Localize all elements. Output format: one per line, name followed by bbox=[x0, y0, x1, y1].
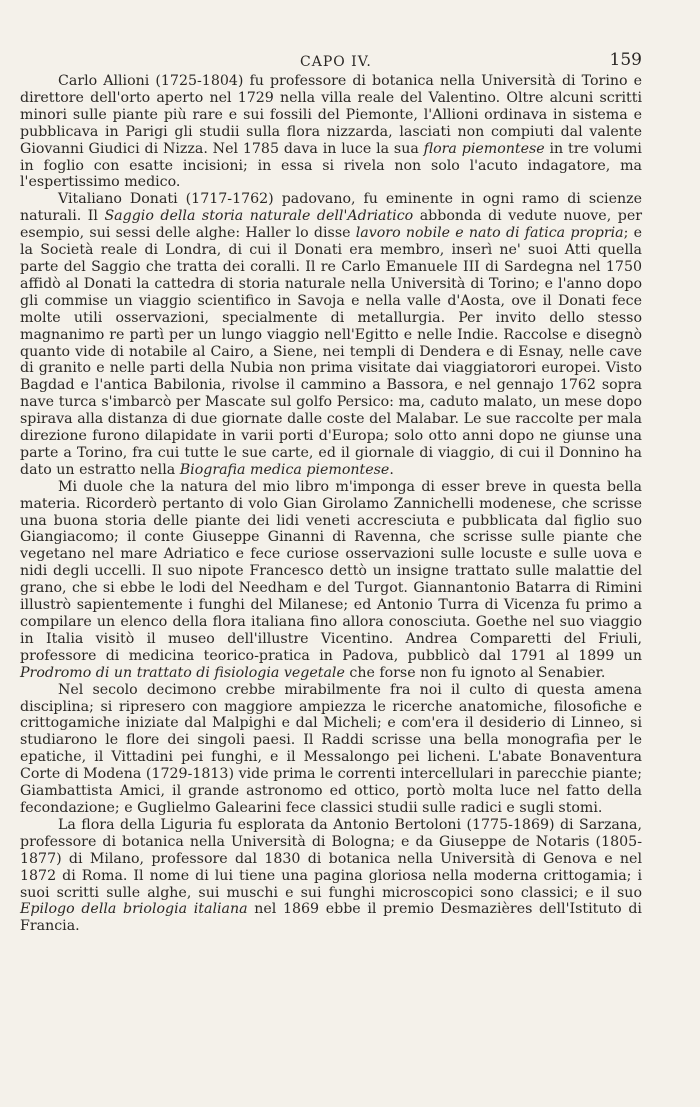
text-run: Carlo Allioni (1725-1804) fu professore di botanica nella Università di Torino e direttore dell'orto aperto nel 1729 nella villa reale del Valentino. Oltre alcuni scritti minori sulle piante più rare e sui fossili del Piemonte, l'Allioni ordinava in sistema e pubblicava in Parigi gli studii sulla flora nizzarda, lasciati non compiuti dal valente Giovanni Giudici di Nizza. Nel 1785 dava in luce la sua bbox=[20, 73, 642, 157]
paragraph-secolo-decimono bbox=[20, 682, 642, 817]
page-number: 159 bbox=[609, 50, 642, 70]
italic-title: flora piemontese bbox=[423, 140, 545, 157]
italic-title: Prodromo di un trattato di fisiologia vegetale bbox=[20, 664, 345, 681]
italic-title: Biografia medica piemontese bbox=[179, 461, 390, 478]
text-run: La flora della Liguria fu esplorata da Antonio Bertoloni (1775-1869) di Sarzana, professore di botanica nella Università di Bologna; e da Giuseppe de Notaris (1805-1877) di Milano, professore dal 1830 di botanica nella Università di Genova e nel 1872 di Roma. Il nome di lui tiene una pagina gloriosa nella moderna crittogamia; i suoi scritti sulle alghe, sui muschi e sui funghi microscopici sono classici; e il suo bbox=[20, 816, 642, 901]
paragraph-liguria bbox=[20, 817, 642, 935]
text-run: Nel secolo decimono crebbe mirabilmente fra noi il culto di questa amena disciplina; si ripresero con maggiore ampiezza le ricerche anatomiche, filosofiche e crittogamiche iniziate dal Malpighi e dal Micheli; e com'era il desiderio di Linneo, si studiarono le flore dei singoli paesi. Il Raddi scrisse una bella monografia per le epatiche, il Vittadini pei funghi, e il Messalongo pei licheni. L'abate Bonaventura Corte di Modena (1729-1813) vide prima le correnti intercellulari in parecchie piante; Giambattista Amici, il grande astronomo ed ottico, portò molta luce nel fatto della fecondazione; e Guglielmo Galearini fece classici studii sulle radici e sugli stomi. bbox=[20, 681, 642, 816]
paragraph-allioni bbox=[20, 73, 642, 191]
text-run: Vitaliano Donati (1717-1762) padovano, fu eminente in ogni ramo di scienze naturali. Il bbox=[20, 191, 642, 225]
paragraph-zannichelli bbox=[20, 479, 642, 682]
paragraph-donati bbox=[20, 191, 642, 478]
text-run: Mi duole che la natura del mio libro m'imponga di esser breve in questa bella materia. Ricorderò pertanto di volo Gian Girolamo Zannichelli modenese, che scrisse una buona storia delle piante dei lidi veneti accresciuta e pubblicata dal figlio suo Giangiacomo; il conte Giuseppe Ginanni di Ravenna, che scrisse sulle piante che vegetano nel mare Adriatico e fece curiose osservazioni sulle locuste e sulle uova e nidi degli uccelli. Il suo nipote Francesco dettò un insigne trattato sulle malattie del grano, che si ebbe le lodi del Needham e del Turgot. Giannantonio Batarra di Rimini illustrò sapientemente i funghi del Milanese; ed Antonio Turra di Vicenza fu primo a compilare un elenco della flora italiana fino allora conosciuta. Goethe nel suo viaggio in Italia visitò il museo dell'illustre Vicentino. Andrea Comparetti del Friuli, professore di medicina teorico-pratica in Padova, pubblicò dal 1791 al 1899 un bbox=[20, 478, 642, 664]
running-head: CAPO IV. bbox=[300, 54, 372, 70]
text-run: nel 1869 ebbe il premio Desmazières dell'Istituto di Francia. bbox=[20, 901, 642, 935]
text-run: ; e la Società reale di Londra, di cui il Donati era membro, inserì ne' suoi Atti quella parte del Saggio che tratta dei coralli. Il re Carlo Emanuele III di Sardegna nel 1750 affidò al Donati la cattedra di storia naturale nella Università di Torino; e l'anno dopo gli commise un viaggio scientifico in Savoja e nella valle d'Aosta, ove il Donati fece molte utili osservazioni, specialmente di metallurgia. Per invito dello stesso magnanimo re partì per un lungo viaggio nell'Egitto e nelle Indie. Raccolse e disegnò quanto vide di notabile al Cairo, a Siene, nei templi di Dendera e di Esnay, nelle cave di granito e nelle parti della Nubia non prima visitate dai viaggiatorori europei. Visto Bagdad e l'antica Babilonia, rivolse il cammino a Bassora, e nel gennajo 1762 sopra nave turca s'imbarcò per Mascate sul golfo Persico: ma, caduto malato, un mese dopo spirava alla distanza di due giornate dalle coste del Malabar. Le sue raccolte per mala direzione furono dilapidate in varii porti d'Europa; solo otto anni dopo ne giunse una parte a Torino, fra cui tutte le sue carte, ed il giornale di viaggio, di cui il Donnino ha dato un estratto nella bbox=[20, 225, 643, 478]
italic-title: Saggio della storia naturale dell'Adriatico bbox=[104, 208, 414, 225]
italic-title: lavoro nobile e nato di fatica propria bbox=[355, 225, 624, 242]
text-run: . bbox=[389, 461, 394, 478]
text-run: in tre volumi in foglio con esatte incisioni; in essa si rivela non solo l'acuto indagatore, ma l'espertissimo medico. bbox=[20, 140, 642, 191]
text-run: che forse non fu ignoto al Senabier. bbox=[344, 664, 606, 681]
italic-title: Epilogo della briologia italiana bbox=[20, 901, 248, 918]
text-run: abbonda di vedute nuove, per esempio, sui sessi delle alghe: Haller lo disse bbox=[20, 208, 642, 242]
page-header bbox=[20, 50, 642, 74]
body-text bbox=[20, 73, 642, 935]
